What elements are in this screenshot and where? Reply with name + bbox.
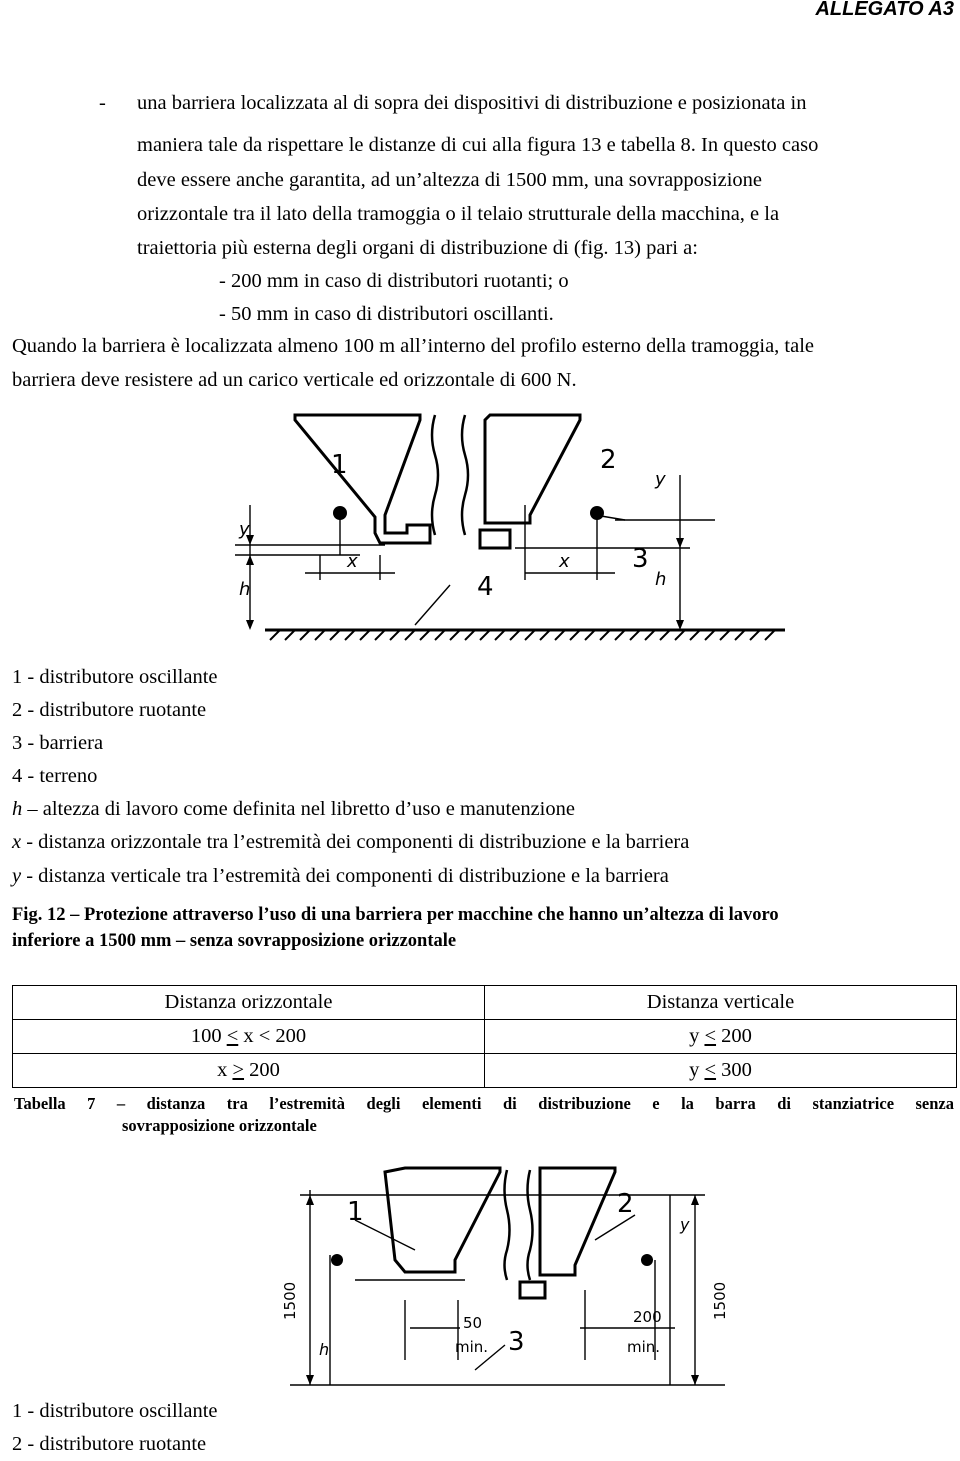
sub-item-oscillating: - 50 mm in caso di distributori oscillanti. [219, 303, 554, 325]
fig12-label-4: 4 [477, 572, 494, 602]
table-row [13, 1020, 957, 1054]
fig12-dim-y-right: y [655, 469, 666, 490]
paragraph-line-1: Quando la barriera è localizzata almeno 100 m all’interno del profilo esterno della tramoggia, tale [12, 335, 815, 357]
table-header-row [13, 986, 957, 1020]
fig13-dim-1500-right: 1500 [711, 1281, 729, 1320]
fig13-dim-50: 50 [463, 1314, 483, 1332]
intro-line-4: orizzontale tra il lato della tramoggia o il telaio strutturale della macchina, e la [137, 203, 780, 225]
fig12-dim-h-right: h [655, 569, 667, 590]
cell-horizontal-1: 100 < x < 200 [13, 1020, 485, 1054]
fig13-dim-h: h [319, 1340, 330, 1359]
legend-item-x: x - distanza orizzontale tra l’estremità dei componenti di distribuzione e la barriera [12, 831, 690, 853]
legend-item-y: y - distanza verticale tra l’estremità dei componenti di distribuzione e la barriera [12, 865, 669, 887]
fig13-dim-1500-left: 1500 [281, 1281, 299, 1320]
fig12-dim-x-right: x [559, 551, 570, 572]
legend-item-1: 1 - distributore oscillante [12, 666, 218, 688]
figure-12-caption-line-2: inferiore a 1500 mm – senza sovrapposizione orizzontale [12, 931, 457, 951]
fig13-dim-y: y [680, 1215, 690, 1234]
legend13-item-1: 1 - distributore oscillante [12, 1400, 218, 1422]
table-7 [12, 985, 957, 1088]
cell-vertical-1: y < 200 [485, 1020, 957, 1054]
figure-12-caption-line-1: Fig. 12 – Protezione attraverso l’uso di una barriera per macchine che hanno un’altezza di lavoro [12, 905, 779, 925]
fig12-dim-h-left: h [239, 579, 251, 600]
page-header: ALLEGATO A3 [815, 0, 954, 20]
bullet-dash: - [99, 92, 106, 114]
cell-horizontal-2: x > 200 [13, 1054, 485, 1088]
sub-item-rotating: - 200 mm in caso di distributori ruotanti; o [219, 270, 569, 292]
table-7-caption-line-1: Tabella 7 – distanza tra l’estremità degli elementi di distribuzione e la barra di stanziatrice senza [14, 1094, 954, 1113]
legend13-item-2: 2 - distributore ruotante [12, 1433, 207, 1455]
hopper-left [295, 415, 430, 543]
paragraph-line-2: barriera deve resistere ad un carico verticale ed orizzontale di 600 N. [12, 369, 577, 391]
hopper-right [485, 415, 580, 523]
fig12-label-1: 1 [331, 450, 348, 480]
fig12-label-3: 3 [632, 544, 649, 574]
fig13-label-3: 3 [508, 1327, 525, 1357]
legend-item-4: 4 - terreno [12, 765, 98, 787]
intro-line-3: deve essere anche garantita, ad un’altezza di 1500 mm, una sovrapposizione [137, 169, 762, 191]
table-row [13, 1054, 957, 1088]
figure-12-drawing [225, 395, 800, 650]
intro-line-1: una barriera localizzata al di sopra dei dispositivi di distribuzione e posizionata in [137, 92, 807, 114]
fig12-dim-x-left: x [347, 551, 358, 572]
fig13-label-1: 1 [347, 1197, 364, 1227]
legend-item-h: h – altezza di lavoro come definita nel libretto d’uso e manutenzione [12, 798, 575, 820]
legend-item-2: 2 - distributore ruotante [12, 699, 207, 721]
header-horizontal: Distanza orizzontale [13, 986, 485, 1020]
table-7-caption-line-2: sovrapposizione orizzontale [122, 1116, 317, 1135]
rotor-box [480, 530, 510, 548]
legend-item-3: 3 - barriera [12, 732, 104, 754]
fig13-label-2: 2 [617, 1189, 634, 1219]
fig12-label-2: 2 [600, 445, 617, 475]
intro-line-5: traiettoria più esterna degli organi di distribuzione di (fig. 13) pari a: [137, 237, 698, 259]
fig12-dim-y-left: y [239, 519, 250, 540]
fig13-dim-200: 200 [633, 1308, 662, 1326]
header-vertical: Distanza verticale [485, 986, 957, 1020]
fig13-dim-min-right: min. [627, 1338, 661, 1356]
intro-line-2: maniera tale da rispettare le distanze di cui alla figura 13 e tabella 8. In questo caso [137, 134, 819, 156]
fig13-dim-min-left: min. [455, 1338, 489, 1356]
figure-13-drawing [255, 1160, 755, 1400]
cell-vertical-2: y < 300 [485, 1054, 957, 1088]
